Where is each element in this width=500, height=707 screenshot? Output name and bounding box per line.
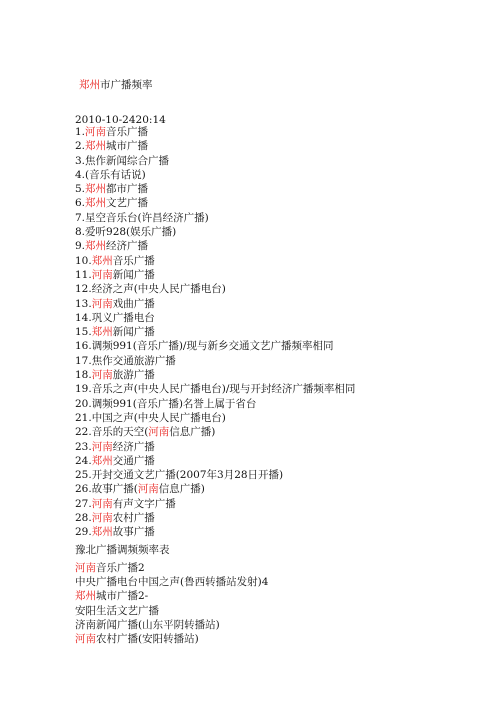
station-text: 2. [75, 140, 86, 153]
station-text: 经济广播 [112, 440, 155, 453]
station-text: 新闻广播 [112, 268, 155, 281]
station-item [75, 268, 355, 282]
place-name-highlight: 郑州 [91, 526, 113, 539]
place-name-highlight: 河南 [91, 297, 113, 310]
station-item [75, 397, 355, 411]
place-name-highlight: 河南 [91, 268, 113, 281]
station-text: 18. [75, 369, 92, 382]
place-name-highlight: 河南 [137, 483, 159, 496]
station-item [75, 454, 355, 468]
place-name-highlight: 郑州 [85, 183, 107, 196]
station-text: 12.经济之声(中央人民广播电台) [75, 283, 226, 296]
station-item [75, 311, 355, 325]
station-text: 25.开封交通文艺广播(2007年3月28日开播) [75, 469, 284, 482]
station-text: 农村广播(安阳转播站) [96, 632, 199, 645]
station-text: 5. [75, 183, 86, 196]
station-text: 3.焦作新闻综合广播 [75, 154, 170, 167]
place-name-highlight: 河南 [75, 632, 96, 645]
station-item [75, 254, 355, 268]
station-text: 城市广播 [106, 140, 149, 153]
station-item [75, 211, 355, 225]
station-item [75, 482, 355, 496]
station-text: 文艺广播 [106, 197, 149, 210]
station-item [75, 125, 355, 139]
station-text: 9. [75, 240, 86, 253]
yubei-section [75, 543, 268, 646]
place-name-highlight: 河南 [91, 440, 113, 453]
post-date: 2010-10-2420:14 [75, 114, 166, 126]
station-text: 8.爱听928(娱乐广播) [75, 226, 177, 239]
station-text: 农村广播 [112, 512, 155, 525]
station-text: 音乐广播 [112, 254, 155, 267]
yubei-item [75, 561, 268, 575]
station-text: 14.巩义广播电台 [75, 311, 155, 324]
station-item [75, 354, 355, 368]
station-text: 15. [75, 326, 92, 339]
station-text: 7.星空音乐台(许昌经济广播) [75, 211, 209, 224]
place-name-highlight: 河南 [91, 512, 113, 525]
station-text: 24. [75, 454, 92, 467]
station-text: 29. [75, 526, 92, 539]
station-item [75, 411, 355, 425]
station-item [75, 297, 355, 311]
station-text: 6. [75, 197, 86, 210]
station-item [75, 139, 355, 153]
place-name-highlight: 郑州 [91, 326, 113, 339]
place-name-highlight: 郑州 [91, 254, 113, 267]
station-text: 济南新闻广播(山东平阴转播站) [75, 618, 220, 631]
station-item [75, 497, 355, 511]
place-name-highlight: 河南 [91, 369, 113, 382]
station-text: 戏曲广播 [112, 297, 155, 310]
title-rest: 市广播频率 [100, 79, 153, 91]
station-text: 26.故事广播( [75, 483, 138, 496]
station-text: 信息广播) [169, 426, 216, 439]
station-text: 交通广播 [112, 454, 155, 467]
yubei-item [75, 632, 268, 646]
station-item [75, 425, 355, 439]
yubei-title: 豫北广播调频频率表 [75, 544, 170, 556]
station-item [75, 511, 355, 525]
station-text: 1. [75, 126, 86, 138]
station-text: 21.中国之声(中央人民广播电台) [75, 411, 226, 424]
station-text: 新闻广播 [112, 326, 155, 339]
station-text: 23. [75, 440, 92, 453]
place-name-highlight: 河南 [91, 497, 113, 510]
station-text: 13. [75, 297, 92, 310]
place-name-highlight: 河南 [85, 126, 107, 138]
station-text: 音乐广播 [106, 126, 149, 138]
place-name-highlight: 郑州 [85, 197, 107, 210]
station-text: 旅游广播 [112, 369, 155, 382]
title-highlight: 郑州 [79, 79, 100, 91]
place-name-highlight: 郑州 [85, 240, 107, 253]
station-text: 都市广播 [106, 183, 149, 196]
station-item [75, 325, 355, 339]
place-name-highlight: 郑州 [91, 454, 113, 467]
document-title [79, 78, 153, 92]
station-item [75, 440, 355, 454]
station-item [75, 239, 355, 253]
station-text: 17.焦作交通旅游广播 [75, 354, 176, 367]
station-text: 10. [75, 254, 92, 267]
station-text: 4.(音乐有话说) [75, 168, 146, 181]
station-item [75, 154, 355, 168]
station-item [75, 368, 355, 382]
place-name-highlight: 郑州 [75, 590, 96, 603]
station-item [75, 339, 355, 353]
station-item [75, 168, 355, 182]
yubei-list [75, 561, 268, 646]
station-item [75, 468, 355, 482]
station-text: 安阳生活文艺广播 [75, 604, 159, 617]
yubei-item [75, 618, 268, 632]
station-item [75, 525, 355, 539]
place-name-highlight: 河南 [75, 562, 96, 574]
station-item [75, 282, 355, 296]
station-text: 故事广播 [112, 526, 155, 539]
station-text: 中央广播电台中国之声(鲁西转播站发射)4 [75, 576, 269, 589]
station-item [75, 196, 355, 210]
station-text: 20.调频991(音乐广播)名誉上属于省台 [75, 397, 257, 410]
station-text: 16.调频991(音乐广播)/现与新乡交通文艺广播频率相同 [75, 340, 334, 353]
station-item [75, 382, 355, 396]
yubei-item [75, 589, 268, 603]
station-list [75, 125, 355, 540]
station-text: 城市广播2- [96, 590, 149, 603]
station-item [75, 225, 355, 239]
station-text: 22.音乐的天空( [75, 426, 149, 439]
yubei-item [75, 575, 268, 589]
station-text: 27. [75, 497, 92, 510]
place-name-highlight: 郑州 [85, 140, 107, 153]
station-text: 有声文字广播 [112, 497, 176, 510]
station-text: 音乐广播2 [96, 562, 145, 574]
station-text: 信息广播) [158, 483, 205, 496]
station-item [75, 182, 355, 196]
station-text: 11. [75, 268, 92, 281]
station-text: 19.音乐之声(中央人民广播电台)/现与开封经济广播频率相同 [75, 383, 356, 396]
station-text: 经济广播 [106, 240, 149, 253]
station-text: 28. [75, 512, 92, 525]
yubei-item [75, 604, 268, 618]
place-name-highlight: 河南 [148, 426, 170, 439]
